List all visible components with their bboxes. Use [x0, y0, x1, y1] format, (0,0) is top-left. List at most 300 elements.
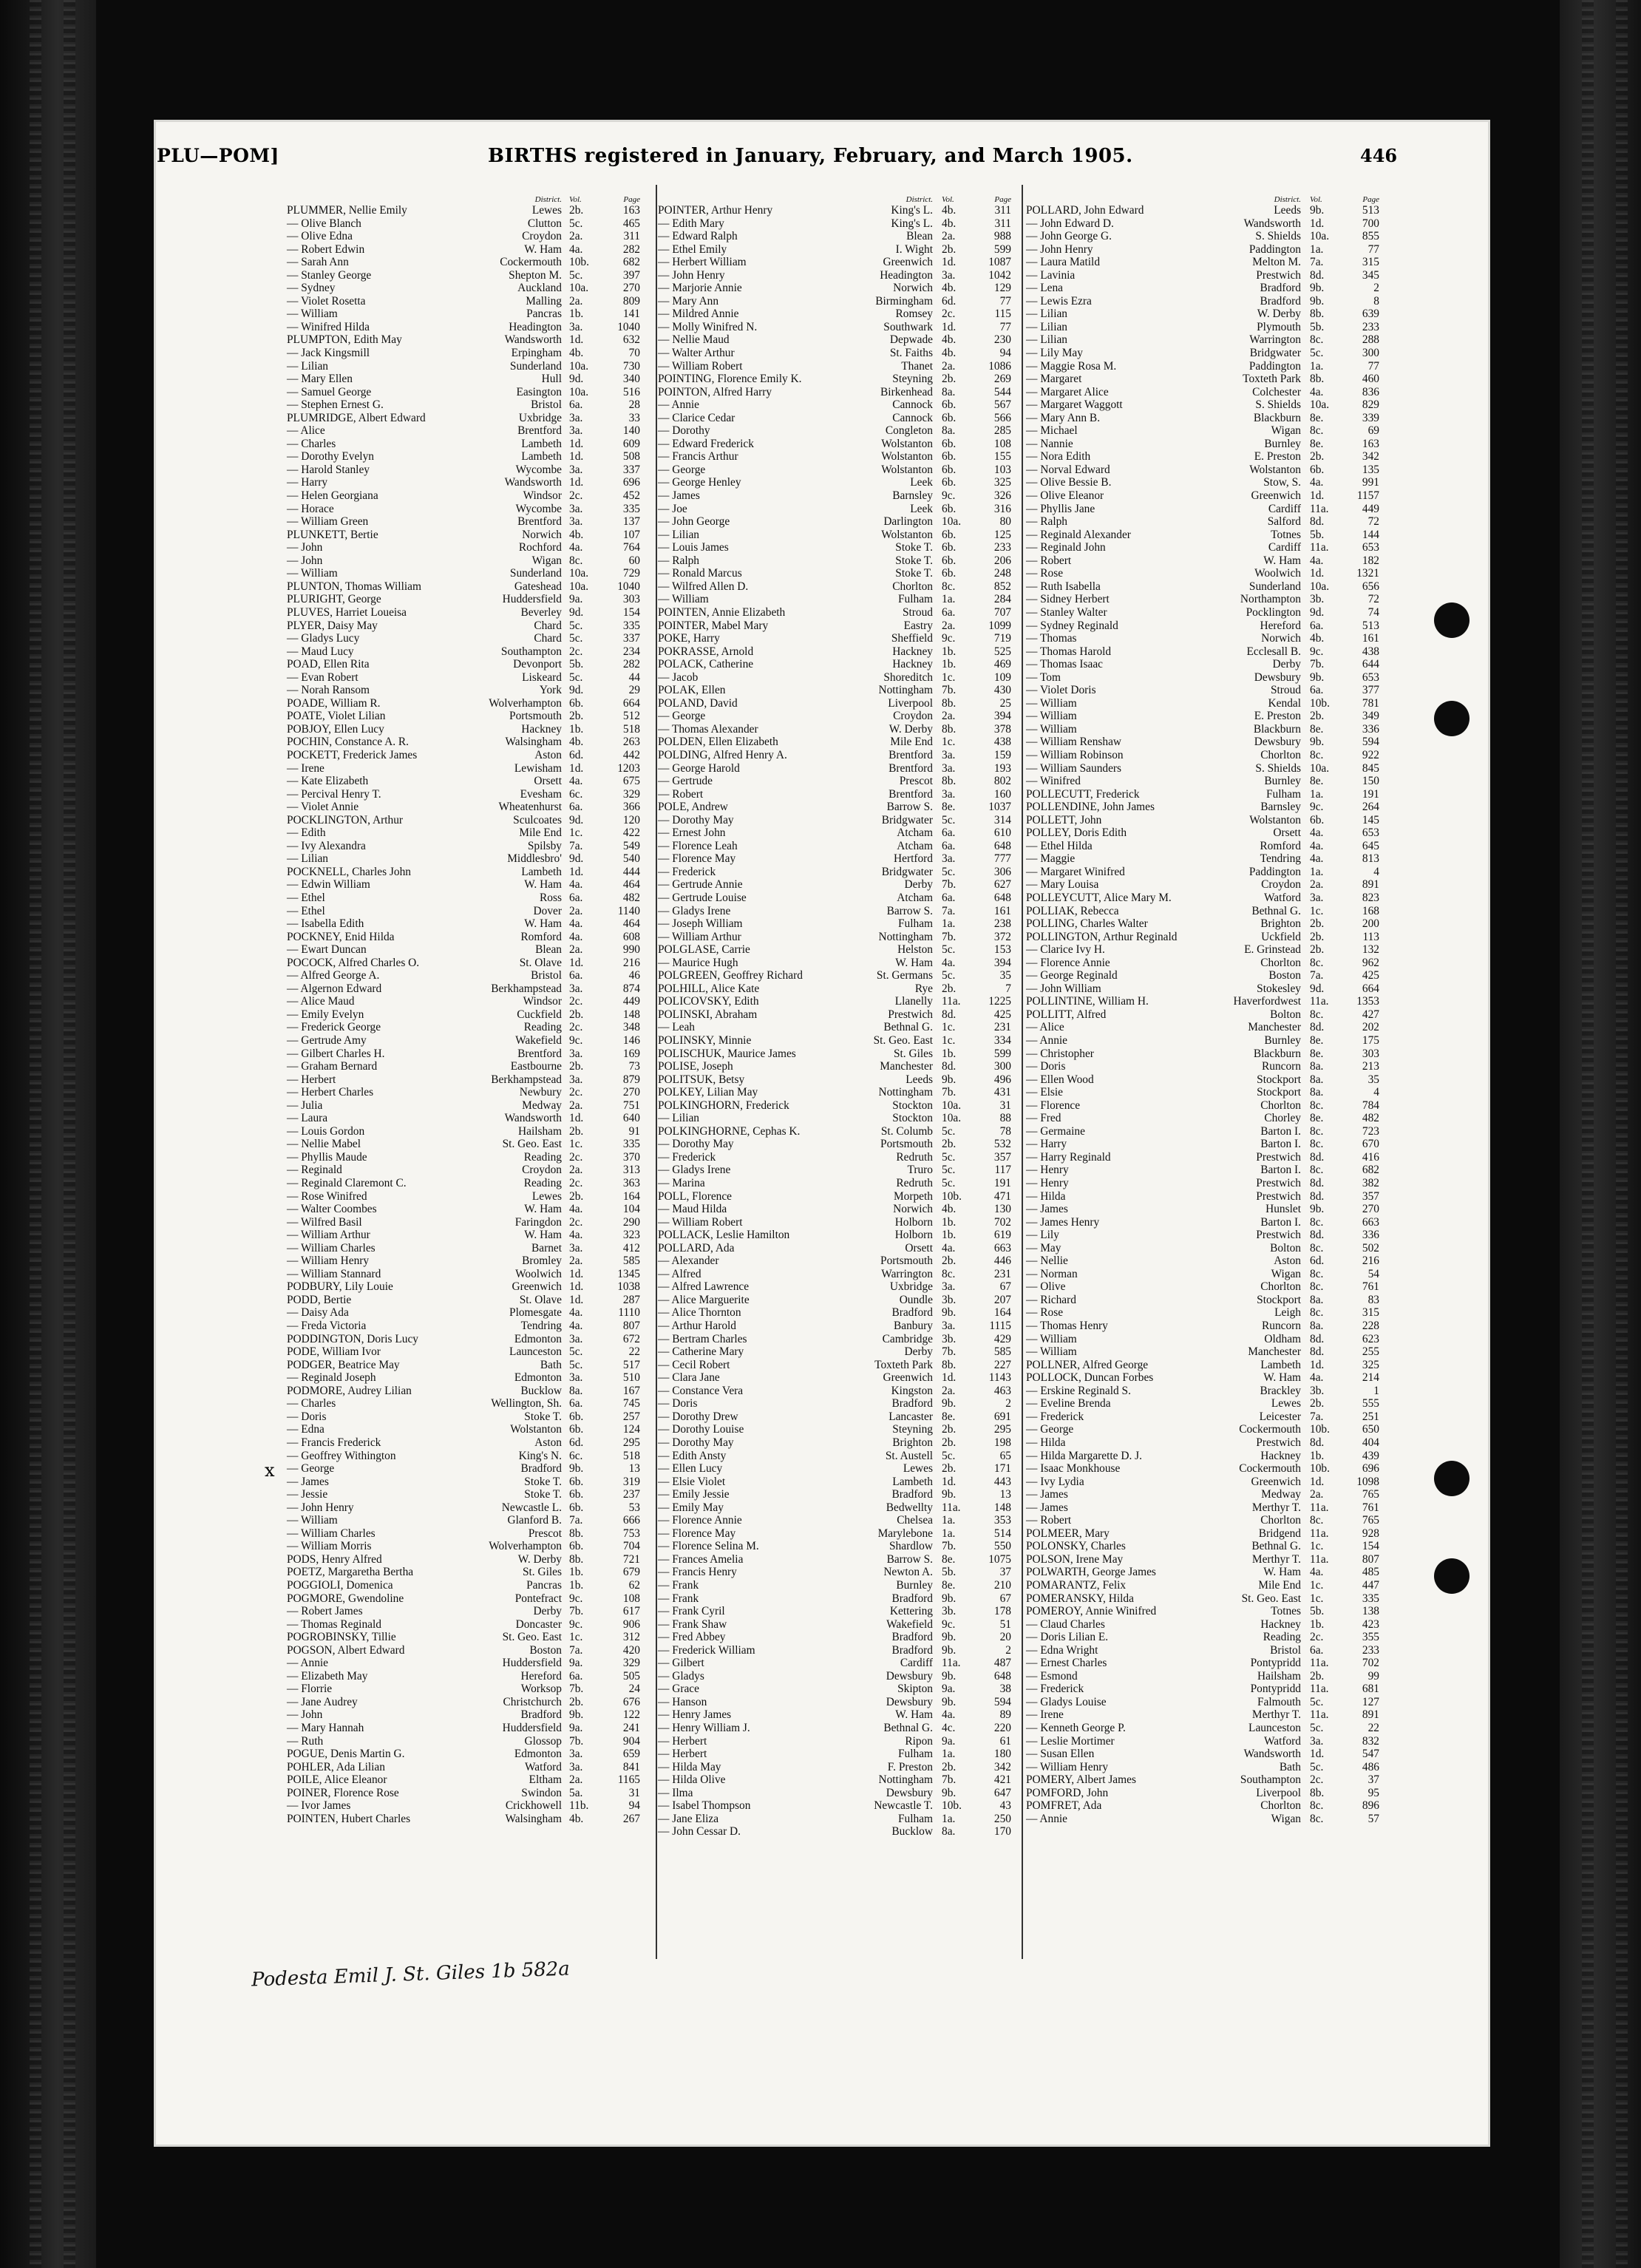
entry-volume: 4a.	[569, 541, 583, 554]
entry-page: 4	[1373, 865, 1379, 878]
entry-district: Cardiff	[1268, 502, 1301, 515]
register-entry	[1026, 1320, 1381, 1333]
entry-name: — Doris	[287, 1410, 327, 1423]
entry-district: Prescot	[899, 775, 933, 788]
entry-volume: 2c.	[569, 489, 583, 503]
register-entry	[1026, 1203, 1381, 1216]
entry-name: — John Edward D.	[1026, 217, 1114, 230]
entry-page: 287	[622, 1293, 640, 1306]
register-entry	[658, 1799, 1013, 1813]
entry-district: Wolstanton	[881, 463, 933, 476]
entry-name: — William	[1026, 696, 1077, 710]
entry-name: — John George	[658, 515, 730, 529]
entry-district: King's L.	[891, 204, 933, 217]
register-entry	[287, 541, 642, 554]
entry-name: — Florrie	[287, 1683, 333, 1696]
entry-district: Bristol	[1270, 1643, 1301, 1657]
entry-volume: 9b.	[1310, 1203, 1325, 1216]
register-entry	[1026, 931, 1381, 944]
entry-district: W. Ham	[524, 1229, 562, 1242]
entry-page: 443	[993, 1475, 1011, 1488]
register-entry	[1026, 1761, 1381, 1774]
entry-name: — Leslie Mortimer	[1026, 1734, 1115, 1748]
entry-page: 382	[1362, 1177, 1379, 1190]
register-entry	[287, 489, 642, 503]
register-entry	[287, 1527, 642, 1541]
entry-name: — Ruth Isabella	[1026, 580, 1101, 593]
entry-volume: 9b.	[1310, 282, 1325, 295]
entry-page: 210	[993, 1578, 1011, 1592]
register-entry	[1026, 1034, 1381, 1048]
entry-district: Bethnal G.	[1251, 904, 1301, 917]
entry-page: 13	[999, 1488, 1011, 1501]
entry-district: Wolstanton	[881, 450, 933, 464]
entry-district: St. Geo. East	[502, 1138, 562, 1151]
entry-volume: 9b.	[942, 1643, 957, 1657]
entry-district: Uckfield	[1261, 930, 1301, 943]
entry-district: Dewsbury	[886, 1786, 933, 1799]
entry-name: PLUNTON, Thomas William	[287, 580, 421, 593]
entry-page: 51	[999, 1617, 1011, 1631]
entry-name: — Dorothy Drew	[658, 1410, 738, 1423]
entry-name: — James	[287, 1475, 329, 1488]
entry-district: Brighton	[1260, 917, 1301, 931]
entry-name: — Annie	[1026, 1034, 1068, 1047]
entry-volume: 2a.	[942, 619, 956, 632]
register-entry	[1026, 917, 1381, 931]
entry-district: Ripon	[905, 1734, 933, 1748]
entry-name: — Mary Louisa	[1026, 878, 1099, 892]
entry-name: POLLING, Charles Walter	[1026, 917, 1148, 931]
entry-volume: 7a.	[569, 1643, 583, 1657]
entry-district: Stoke T.	[895, 567, 933, 580]
entry-district: Woolwich	[515, 1267, 562, 1280]
entry-page: 549	[622, 839, 640, 852]
entry-district: Fulham	[897, 1812, 933, 1825]
entry-page: 154	[622, 605, 640, 619]
entry-page: 447	[1362, 1578, 1379, 1592]
entry-page: 702	[993, 1215, 1011, 1229]
entry-page: 357	[1362, 1189, 1379, 1203]
entry-volume: 9b.	[1310, 670, 1325, 684]
entry-name: — Robert	[1026, 554, 1072, 567]
register-entry	[1026, 282, 1381, 295]
entry-district: S. Shields	[1255, 230, 1301, 243]
entry-district: Bradford	[520, 1708, 562, 1722]
entry-name: — William Renshaw	[1026, 736, 1122, 749]
entry-district: Barton I.	[1260, 1164, 1301, 1177]
entry-page: 231	[993, 1021, 1011, 1034]
entry-district: Southwark	[883, 320, 933, 333]
entry-page: 43	[999, 1799, 1011, 1813]
entry-page: 154	[1362, 1540, 1379, 1553]
entry-page: 132	[1362, 943, 1379, 957]
register-entry	[287, 814, 642, 827]
entry-name: — Alice Maud	[287, 995, 355, 1008]
register-entry	[658, 684, 1013, 697]
entry-name: — Esmond	[1026, 1669, 1078, 1683]
entry-district: Portsmouth	[880, 1254, 933, 1268]
entry-page: 335	[622, 1138, 640, 1151]
entry-page: 505	[622, 1669, 640, 1683]
entry-volume: 6b.	[942, 398, 957, 412]
entry-district: Chorlton	[1260, 1799, 1301, 1813]
entry-page: 53	[628, 1501, 640, 1514]
entry-district: Hereford	[520, 1669, 562, 1683]
entry-district: Leek	[910, 476, 933, 489]
entry-district: Cardiff	[900, 1657, 933, 1670]
register-entry	[658, 230, 1013, 243]
entry-volume: 6b.	[569, 1540, 584, 1553]
entry-volume: 3a.	[1310, 1734, 1324, 1748]
entry-volume: 5b.	[1310, 1605, 1325, 1618]
register-entry	[658, 1462, 1013, 1476]
entry-name: — Lilian	[658, 528, 699, 541]
entry-name: — Sydney Reginald	[1026, 619, 1118, 632]
entry-district: Brentford	[889, 761, 933, 775]
entry-volume: 1c.	[942, 1021, 956, 1034]
register-entry	[658, 723, 1013, 736]
entry-volume: 2b.	[1310, 710, 1325, 723]
entry-volume: 9c.	[1310, 801, 1324, 814]
register-entry	[287, 878, 642, 892]
entry-page: 679	[622, 1566, 640, 1579]
entry-volume: 9a.	[942, 1734, 956, 1748]
entry-name: — George	[658, 463, 706, 476]
entry-name: POCKNEY, Enid Hilda	[287, 930, 395, 943]
entry-volume: 2a.	[569, 294, 583, 308]
entry-district: Blackburn	[1253, 1047, 1301, 1060]
entry-name: — Ethel	[287, 904, 325, 917]
entry-name: POMARANTZ, Felix	[1026, 1578, 1127, 1592]
entry-name: POLLINGTON, Arthur Reginald	[1026, 930, 1178, 943]
entry-district: Orsett	[905, 1241, 933, 1254]
register-entry	[1026, 243, 1381, 257]
entry-name: — Rose Winifred	[287, 1189, 367, 1203]
register-entry	[1026, 529, 1381, 542]
entry-page: 191	[993, 1177, 1011, 1190]
scanner-border-right	[1560, 0, 1641, 2268]
entry-volume: 6b.	[569, 1475, 584, 1488]
entry-district: Cockermouth	[1239, 1462, 1301, 1476]
entry-name: — Alfred Lawrence	[658, 1280, 750, 1294]
register-entry	[658, 1151, 1013, 1164]
entry-name: — Alice	[287, 424, 325, 438]
register-entry	[287, 1488, 642, 1501]
entry-district: Bristol	[531, 969, 562, 982]
register-entry	[287, 1177, 642, 1190]
entry-name: — Walter Arthur	[658, 347, 735, 360]
entry-name: — Clarice Cedar	[658, 411, 735, 424]
entry-district: Oundle	[899, 1293, 933, 1306]
entry-name: — Reginald Claremont C.	[287, 1177, 407, 1190]
entry-page: 46	[628, 969, 640, 982]
entry-page: 267	[622, 1812, 640, 1825]
entry-district: Bradford	[891, 1306, 933, 1320]
entry-district: Brackley	[1260, 1384, 1301, 1397]
entry-page: 510	[622, 1371, 640, 1385]
entry-page: 319	[622, 1475, 640, 1488]
entry-volume: 9d.	[569, 373, 584, 386]
register-entry	[287, 347, 642, 360]
entry-volume: 8c.	[1310, 424, 1324, 438]
entry-page: 295	[622, 1436, 640, 1449]
entry-volume: 1b.	[942, 658, 957, 671]
entry-name: POINTER, Mabel Mary	[658, 619, 769, 632]
volume-header: Vol.	[1310, 195, 1322, 204]
entry-volume: 6a.	[569, 891, 583, 904]
entry-volume: 8b.	[569, 1552, 584, 1566]
entry-district: St. Giles	[522, 1566, 562, 1579]
entry-name: — Dorothy	[658, 424, 710, 438]
entry-volume: 11a.	[1310, 502, 1329, 515]
register-entry	[1026, 723, 1381, 736]
entry-volume: 8c.	[1310, 748, 1324, 761]
entry-page: 191	[1362, 787, 1379, 801]
register-entry	[658, 217, 1013, 231]
entry-volume: 11a.	[942, 995, 961, 1008]
entry-name: — William Henry	[1026, 1760, 1109, 1773]
scan-noise-strip	[64, 0, 75, 2268]
register-entry	[658, 982, 1013, 996]
volume-header: Vol.	[569, 195, 582, 204]
entry-district: Wandsworth	[504, 1112, 562, 1125]
entry-name: — Alice Thornton	[658, 1306, 741, 1320]
entry-page: 342	[993, 1760, 1011, 1773]
entry-volume: 3a.	[569, 424, 583, 438]
entry-page: 482	[622, 891, 640, 904]
entry-district: W. Derby	[889, 722, 933, 736]
entry-volume: 5c.	[1310, 1760, 1324, 1773]
entry-page: 107	[622, 528, 640, 541]
entry-district: Liverpool	[888, 696, 933, 710]
entry-page: 513	[1362, 204, 1379, 217]
entry-page: 233	[993, 541, 1011, 554]
volume-header: Vol.	[942, 195, 954, 204]
entry-volume: 4b.	[942, 333, 957, 347]
entry-volume: 1c.	[569, 826, 583, 840]
register-entry	[1026, 1450, 1381, 1463]
register-entry	[658, 1112, 1013, 1125]
entry-volume: 1d.	[1310, 1475, 1325, 1488]
entry-page: 339	[1362, 411, 1379, 424]
entry-name: — William	[287, 1514, 338, 1527]
entry-page: 438	[1362, 645, 1379, 658]
entry-page: 765	[1362, 1488, 1379, 1501]
register-entry	[658, 464, 1013, 477]
entry-volume: 9b.	[942, 1397, 957, 1410]
register-entry	[1026, 489, 1381, 503]
entry-page: 702	[1362, 1657, 1379, 1670]
entry-district: Runcorn	[1261, 1320, 1301, 1333]
entry-name: — Florence Annie	[1026, 956, 1110, 969]
entry-volume: 1b.	[1310, 1617, 1325, 1631]
entry-page: 325	[1362, 1358, 1379, 1371]
entry-page: 38	[999, 1683, 1011, 1696]
register-entry	[1026, 373, 1381, 386]
entry-page: 644	[1362, 658, 1379, 671]
entry-volume: 9d.	[569, 605, 584, 619]
entry-volume: 9c.	[942, 489, 956, 503]
entry-volume: 7a.	[1310, 256, 1324, 269]
entry-name: — Gladys Lucy	[287, 632, 360, 645]
entry-district: Salford	[1267, 515, 1301, 529]
entry-page: 207	[993, 1293, 1011, 1306]
entry-volume: 2b.	[1310, 917, 1325, 931]
register-entry	[1026, 1631, 1381, 1644]
entry-volume: 8a.	[942, 385, 956, 398]
entry-volume: 1c.	[942, 670, 956, 684]
register-entry	[658, 1825, 1013, 1838]
entry-district: Prestwich	[1256, 1189, 1301, 1203]
entry-volume: 8c.	[569, 554, 583, 567]
entry-district: Wolstanton	[881, 528, 933, 541]
register-entry	[658, 554, 1013, 568]
entry-page: 1087	[988, 256, 1011, 269]
entry-name: — Ethel	[287, 891, 325, 904]
entry-volume: 1d.	[942, 320, 957, 333]
register-column-3	[1026, 189, 1381, 1825]
entry-volume: 1d.	[569, 450, 584, 464]
entry-name: — Reginald Joseph	[287, 1371, 376, 1385]
register-entry	[658, 969, 1013, 982]
entry-volume: 1c.	[942, 1034, 956, 1047]
register-entry	[287, 204, 642, 217]
entry-page: 22	[1368, 1721, 1379, 1734]
entry-page: 37	[999, 1566, 1011, 1579]
entry-page: 311	[994, 204, 1011, 217]
entry-district: Chorley	[1264, 1112, 1301, 1125]
entry-page: 13	[628, 1462, 640, 1476]
entry-volume: 3a.	[942, 268, 956, 282]
entry-name: — Thomas	[1026, 632, 1077, 645]
entry-name: — Robert James	[287, 1605, 363, 1618]
entry-district: Hailsham	[518, 1124, 562, 1138]
entry-name: — Graham Bernard	[287, 1060, 378, 1073]
register-entry	[287, 1696, 642, 1709]
register-entry	[287, 1462, 642, 1476]
entry-name: — Laura Matild	[1026, 256, 1101, 269]
entry-page: 550	[993, 1540, 1011, 1553]
entry-district: Merthyr T.	[1251, 1552, 1301, 1566]
entry-name: — Phyllis Maude	[287, 1150, 367, 1164]
binder-hole	[1434, 1558, 1470, 1594]
register-entry	[1026, 982, 1381, 996]
entry-volume: 8a.	[1310, 1320, 1324, 1333]
entry-district: Sunderland	[509, 567, 562, 580]
entry-name: — Mary Hannah	[287, 1721, 364, 1734]
register-entry	[1026, 632, 1381, 645]
entry-page: 145	[1362, 813, 1379, 826]
entry-district: Blackburn	[1253, 411, 1301, 424]
entry-volume: 6b.	[942, 541, 957, 554]
entry-page: 1086	[988, 359, 1011, 373]
entry-name: — Ivy Lydia	[1026, 1475, 1084, 1488]
register-entry	[287, 1164, 642, 1177]
entry-name: POLLOCK, Duncan Forbes	[1026, 1371, 1154, 1385]
entry-volume: 4a.	[1310, 385, 1324, 398]
register-entry	[658, 489, 1013, 503]
entry-district: Bethnal G.	[1251, 1540, 1301, 1553]
entry-name: — Horace	[287, 502, 334, 515]
entry-name: — Ralph	[658, 554, 700, 567]
entry-page: 104	[622, 1203, 640, 1216]
entry-district: Cockermouth	[500, 256, 562, 269]
entry-volume: 7b.	[942, 1540, 957, 1553]
register-entry	[658, 1514, 1013, 1527]
entry-volume: 1d.	[1310, 217, 1325, 230]
entry-name: — Hanson	[658, 1695, 707, 1708]
entry-district: Shepton M.	[509, 268, 562, 282]
entry-page: 370	[622, 1150, 640, 1164]
entry-page: 1038	[617, 1280, 640, 1294]
entry-name: — Hilda	[1026, 1436, 1066, 1449]
entry-name: POMEROY, Annie Winifred	[1026, 1605, 1157, 1618]
entry-district: Bromley	[522, 1254, 562, 1268]
entry-volume: 2a.	[1310, 1488, 1324, 1501]
entry-page: 264	[1362, 801, 1379, 814]
entry-page: 35	[999, 969, 1011, 982]
entry-district: Chorlton	[1260, 1099, 1301, 1112]
register-entry	[287, 1294, 642, 1307]
entry-volume: 1d.	[569, 333, 584, 347]
entry-volume: 3a.	[569, 1332, 583, 1345]
entry-page: 502	[1362, 1241, 1379, 1254]
entry-district: Hackney	[892, 645, 933, 658]
entry-district: Paddington	[1248, 359, 1301, 373]
entry-name: — Doris	[658, 1397, 698, 1410]
column-header	[1026, 189, 1381, 204]
entry-page: 1157	[1356, 489, 1379, 503]
entry-page: 125	[993, 528, 1011, 541]
entry-name: — Harry	[287, 476, 328, 489]
register-entry	[658, 1527, 1013, 1541]
entry-volume: 9b.	[942, 1488, 957, 1501]
entry-district: Marylebone	[877, 1527, 933, 1540]
entry-name: POADE, William R.	[287, 696, 381, 710]
entry-page: 1040	[617, 320, 640, 333]
entry-district: Aston	[1274, 1254, 1301, 1268]
entry-volume: 6b.	[569, 1488, 584, 1501]
entry-district: Walsingham	[505, 1812, 562, 1825]
register-entry	[1026, 1073, 1381, 1087]
entry-name: — Jacob	[658, 670, 699, 684]
entry-volume: 7a.	[569, 839, 583, 852]
entry-district: Woolwich	[1254, 567, 1301, 580]
entry-volume: 5c.	[942, 1164, 956, 1177]
entry-volume: 3a.	[569, 502, 583, 515]
register-entry	[658, 1670, 1013, 1683]
register-column-2	[658, 189, 1013, 1838]
register-entry	[1026, 412, 1381, 425]
register-entry	[287, 1501, 642, 1515]
entry-page: 2	[1005, 1643, 1011, 1657]
entry-district: S. Shields	[1255, 761, 1301, 775]
entry-name: — Hilda Margarette D. J.	[1026, 1449, 1143, 1462]
entry-district: Wandsworth	[1243, 217, 1301, 230]
register-entry	[287, 464, 642, 477]
entry-district: Newbury	[519, 1086, 562, 1099]
entry-name: — Charles	[287, 1397, 336, 1410]
entry-volume: 8c.	[1310, 1799, 1324, 1813]
register-entry	[658, 658, 1013, 671]
entry-name: — Lilian	[658, 1112, 699, 1125]
entry-page: 1140	[617, 904, 640, 917]
register-entry	[287, 398, 642, 412]
entry-district: W. Derby	[517, 1552, 562, 1566]
entry-name: — Ivy Alexandra	[287, 839, 366, 852]
entry-name: POGMORE, Gwendoline	[287, 1592, 404, 1605]
